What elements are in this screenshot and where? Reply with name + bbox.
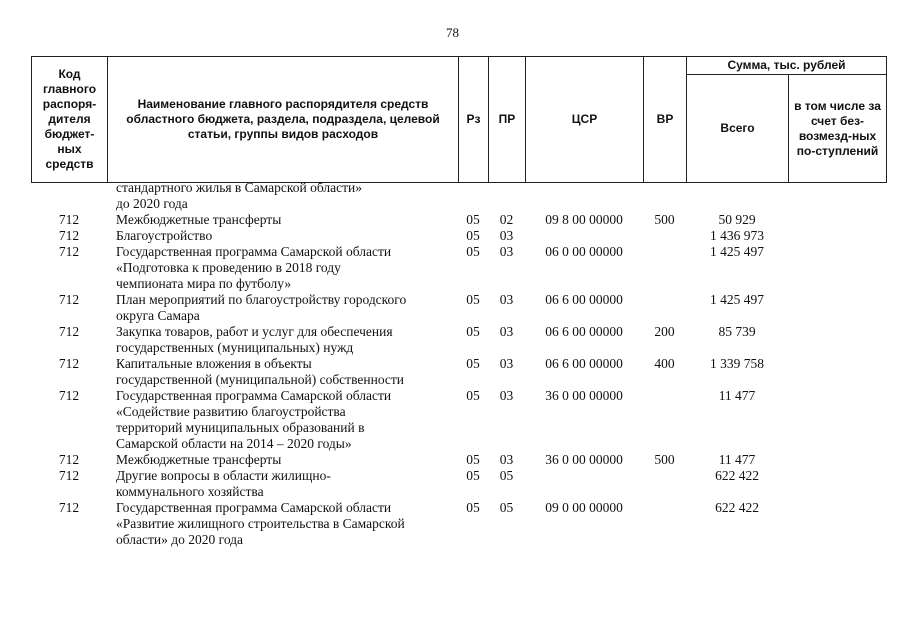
- cell-name: [107, 500, 458, 548]
- cell-rz: 05: [466, 244, 480, 259]
- budget-table-body: [31, 180, 886, 548]
- cell-name: [107, 244, 458, 292]
- cell-rz: 05: [466, 468, 480, 483]
- name-line: до 2020 года: [116, 196, 188, 211]
- cell-total: 11 477: [718, 452, 756, 467]
- name-line: государственных (муниципальных) нужд: [116, 340, 354, 355]
- cell-csr: 06 6 00 00000: [545, 324, 623, 339]
- table-row: [31, 292, 886, 324]
- cell-name: [107, 356, 458, 388]
- name-line: области» до 2020 года: [116, 532, 244, 547]
- table-row: [31, 468, 886, 500]
- cell-rz: [458, 180, 488, 212]
- table-row: [31, 388, 886, 452]
- table-row: [31, 452, 886, 468]
- name-line: Капитальные вложения в объекты: [116, 356, 312, 371]
- cell-rz: 05: [466, 500, 480, 515]
- cell-code: 712: [58, 500, 80, 515]
- cell-rz: 05: [466, 292, 480, 307]
- cell-vr: 500: [654, 212, 675, 227]
- cell-total: 85 739: [718, 324, 756, 339]
- cell-including: [788, 324, 886, 356]
- cell-including: [788, 388, 886, 452]
- header-csr: ЦСР: [526, 57, 644, 183]
- name-line: «Содействие развитию благоустройства: [116, 404, 346, 419]
- name-line: округа Самара: [116, 308, 200, 323]
- cell-vr: [643, 500, 686, 548]
- name-line: Государственная программа Самарской области: [116, 388, 392, 403]
- cell-including: [788, 180, 886, 212]
- budget-table-header: [31, 56, 887, 183]
- table-row: [31, 244, 886, 292]
- cell-csr: 36 0 00 00000: [545, 452, 623, 467]
- cell-rz: 05: [466, 388, 480, 403]
- cell-code: [31, 180, 107, 212]
- cell-code: 712: [58, 244, 80, 259]
- cell-including: [788, 356, 886, 388]
- name-line: Благоустройство: [116, 228, 213, 243]
- cell-code: 712: [58, 228, 80, 243]
- header-pr: ПР: [489, 57, 526, 183]
- cell-vr: 500: [654, 452, 675, 467]
- header-total: Всего: [687, 75, 789, 183]
- cell-vr: [643, 292, 686, 324]
- cell-code: 712: [58, 468, 80, 483]
- cell-vr: 200: [654, 324, 675, 339]
- cell-code: 712: [58, 324, 80, 339]
- cell-including: [788, 244, 886, 292]
- cell-including: [788, 452, 886, 468]
- cell-name: [107, 228, 458, 244]
- name-line: Межбюджетные трансферты: [116, 212, 282, 227]
- cell-rz: 05: [466, 356, 480, 371]
- cell-code: 712: [58, 292, 80, 307]
- cell-rz: 05: [466, 324, 480, 339]
- table-row: [31, 180, 886, 212]
- cell-csr: 06 0 00 00000: [545, 244, 623, 259]
- cell-pr: 02: [499, 212, 514, 227]
- cell-total: 1 436 973: [710, 228, 764, 243]
- name-line: государственной (муниципальной) собственности: [116, 372, 405, 387]
- cell-csr: 09 8 00 00000: [545, 212, 623, 227]
- header-including: в том числе за счет без-возмезд-ных по-ступлений: [789, 75, 887, 183]
- cell-including: [788, 468, 886, 500]
- cell-name: [107, 324, 458, 356]
- cell-vr: 400: [654, 356, 675, 371]
- header-amount: Сумма, тыс. рублей: [687, 57, 887, 75]
- cell-name: [107, 452, 458, 468]
- cell-total: 50 929: [718, 212, 756, 227]
- cell-code: 712: [58, 452, 80, 467]
- name-line: «Подготовка к проведению в 2018 году: [116, 260, 341, 275]
- name-line: Закупка товаров, работ и услуг для обеспечения: [116, 324, 393, 339]
- name-line: Государственная программа Самарской области: [116, 244, 392, 259]
- name-line: «Развитие жилищного строительства в Самарской: [116, 516, 405, 531]
- cell-including: [788, 228, 886, 244]
- cell-name: [107, 212, 458, 228]
- cell-csr: [525, 228, 643, 244]
- header-code: Код главного распоря-дителя бюджет-ных средств: [32, 57, 108, 183]
- table-row: [31, 212, 886, 228]
- cell-code: 712: [58, 212, 80, 227]
- cell-rz: 05: [466, 228, 480, 243]
- cell-total: 1 425 497: [710, 292, 764, 307]
- header-rz: Рз: [459, 57, 489, 183]
- cell-rz: 05: [466, 452, 480, 467]
- name-line: План мероприятий по благоустройству городского: [116, 292, 407, 307]
- cell-pr: 03: [499, 292, 514, 307]
- cell-csr: 06 6 00 00000: [545, 356, 623, 371]
- name-line: Другие вопросы в области жилищно-: [116, 468, 331, 483]
- cell-csr: 06 6 00 00000: [545, 292, 623, 307]
- cell-name: [107, 388, 458, 452]
- cell-vr: [643, 468, 686, 500]
- cell-total: 1 425 497: [710, 244, 764, 259]
- cell-code: 712: [58, 388, 80, 403]
- cell-including: [788, 292, 886, 324]
- cell-including: [788, 212, 886, 228]
- name-line: Государственная программа Самарской области: [116, 500, 392, 515]
- name-line: чемпионата мира по футболу»: [116, 276, 292, 291]
- cell-pr: [488, 180, 525, 212]
- page-number: 78: [446, 25, 459, 40]
- cell-vr: [643, 180, 686, 212]
- cell-vr: [643, 228, 686, 244]
- cell-pr: 03: [499, 324, 514, 339]
- cell-including: [788, 500, 886, 548]
- cell-name: [107, 292, 458, 324]
- table-row: [31, 500, 886, 548]
- name-line: коммунального хозяйства: [116, 484, 264, 499]
- cell-total: 622 422: [715, 500, 759, 515]
- cell-pr: 03: [499, 356, 514, 371]
- cell-csr: 09 0 00 00000: [545, 500, 623, 515]
- cell-code: 712: [58, 356, 80, 371]
- cell-pr: 03: [499, 244, 514, 259]
- cell-pr: 03: [499, 388, 514, 403]
- cell-vr: [643, 244, 686, 292]
- header-vr: ВР: [644, 57, 687, 183]
- cell-total: 1 339 758: [710, 356, 764, 371]
- table-row: [31, 324, 886, 356]
- name-line: Межбюджетные трансферты: [116, 452, 282, 467]
- cell-total: [686, 180, 788, 212]
- cell-pr: 03: [499, 452, 514, 467]
- table-row: [31, 228, 886, 244]
- cell-csr: [525, 468, 643, 500]
- cell-pr: 05: [499, 468, 514, 483]
- cell-name: [107, 468, 458, 500]
- cell-total: 622 422: [715, 468, 759, 483]
- cell-pr: 03: [499, 228, 514, 243]
- cell-vr: [643, 388, 686, 452]
- table-row: [31, 356, 886, 388]
- name-line: Самарской области на 2014 – 2020 годы»: [116, 436, 352, 451]
- name-line: территорий муниципальных образований в: [116, 420, 365, 435]
- header-name: Наименование главного распорядителя средств областного бюджета, раздела, подраздела, целевой статьи, группы видов расходов: [108, 57, 459, 183]
- cell-csr: 36 0 00 00000: [545, 388, 623, 403]
- cell-total: 11 477: [718, 388, 756, 403]
- name-line: стандартного жилья в Самарской области»: [116, 180, 362, 195]
- cell-rz: 05: [466, 212, 480, 227]
- cell-pr: 05: [499, 500, 514, 515]
- cell-name: [107, 180, 458, 212]
- cell-csr: [525, 180, 643, 212]
